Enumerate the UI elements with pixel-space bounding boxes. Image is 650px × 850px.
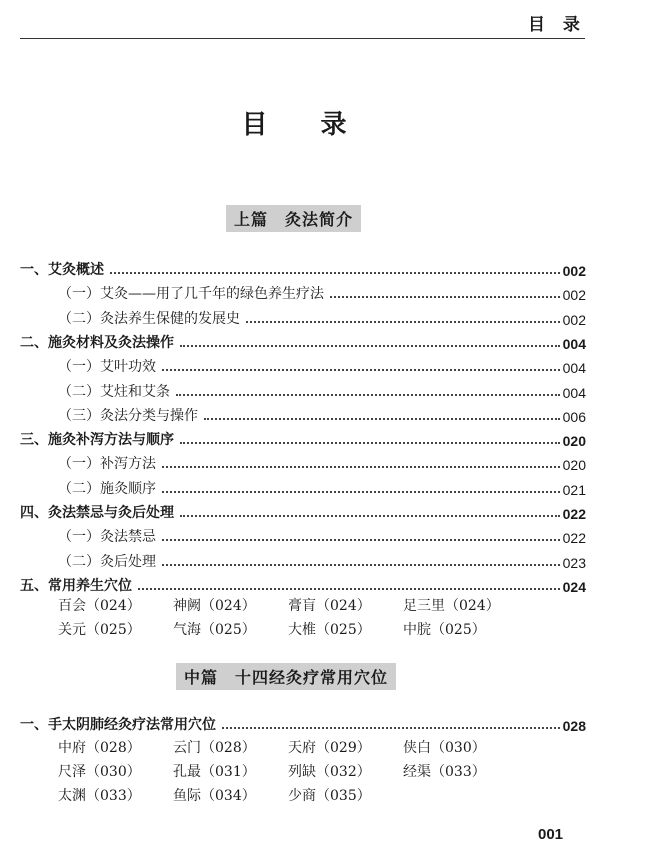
acupoint-entry[interactable]: 百会（024）: [58, 598, 141, 614]
acupoint-entry[interactable]: 少商（035）: [288, 788, 371, 805]
toc-entry[interactable]: [20, 500, 586, 522]
toc-entry[interactable]: [20, 403, 586, 425]
toc-entry-title: 一、手太阴肺经灸疗法常用穴位: [20, 717, 216, 733]
toc-entry[interactable]: [20, 476, 586, 498]
acupoint-entry[interactable]: 关元（025）: [58, 622, 141, 639]
toc-entry-page: 024: [562, 578, 586, 595]
toc-entry-title: （三）灸法分类与操作: [58, 407, 198, 424]
acupoint-row: [58, 785, 403, 807]
toc-entry-title: 五、常用养生穴位: [20, 577, 132, 594]
acupoint-entry[interactable]: 太渊（033）: [58, 788, 141, 805]
toc-entry-page: 002: [562, 263, 586, 279]
toc-entry-title: （一）艾叶功效: [58, 359, 156, 376]
toc-entry[interactable]: [20, 427, 586, 449]
dot-leader: [162, 539, 560, 541]
toc-entry-title: 二、施灸材料及灸法操作: [20, 334, 174, 351]
dot-leader: [162, 466, 560, 468]
toc-entry[interactable]: [20, 257, 586, 279]
acupoint-entry[interactable]: 中脘（025）: [403, 622, 486, 639]
acupoint-entry[interactable]: 鱼际（034）: [173, 788, 256, 805]
acupoint-row: [58, 761, 518, 783]
toc-entry[interactable]: [20, 451, 586, 473]
toc-entry-title: （一）灸法禁忌: [58, 529, 156, 546]
toc-entry-page: 002: [562, 311, 586, 328]
toc-entry-title: （二）施灸顺序: [58, 480, 156, 497]
acupoint-entry[interactable]: 中府（028）: [58, 740, 141, 756]
dot-leader: [330, 296, 560, 298]
toc-entry[interactable]: [20, 330, 586, 352]
toc-entry-page: 020: [562, 433, 586, 450]
page-header-label: 目 录: [528, 15, 586, 35]
toc-entry[interactable]: [20, 712, 586, 734]
toc-entry-page: 004: [562, 360, 586, 377]
acupoint-entry[interactable]: 天府（029）: [288, 740, 371, 756]
toc-entry[interactable]: [20, 354, 586, 376]
dot-leader: [222, 727, 560, 729]
dot-leader: [162, 564, 560, 566]
toc-entry-page: 022: [562, 506, 586, 522]
acupoint-entry[interactable]: 膏肓（024）: [288, 598, 371, 614]
acupoint-entry[interactable]: 侠白（030）: [403, 740, 486, 756]
acupoint-entry[interactable]: 大椎（025）: [288, 622, 371, 639]
toc-entry-page: 004: [562, 335, 586, 352]
toc-entry-page: 028: [562, 718, 586, 734]
toc-entry-page: 002: [562, 287, 586, 304]
toc-entry[interactable]: [20, 549, 586, 571]
toc-entry-title: （二）灸法养生保健的发展史: [58, 310, 240, 327]
toc-entry-page: 020: [562, 457, 586, 474]
page-number: 001: [538, 826, 564, 843]
toc-entry-title: 三、施灸补泻方法与顺序: [20, 432, 174, 449]
toc-entry-title: 四、灸法禁忌与灸后处理: [20, 505, 174, 521]
acupoint-entry[interactable]: 神阙（024）: [173, 598, 256, 614]
dot-leader: [176, 394, 560, 396]
section-banner-part2: 中篇 十四经灸疗常用穴位: [176, 663, 396, 690]
dot-leader: [162, 491, 560, 493]
toc-entry[interactable]: [20, 573, 586, 595]
toc-entry-title: （一）艾灸——用了几千年的绿色养生疗法: [58, 286, 324, 303]
dot-leader: [180, 515, 560, 517]
dot-leader: [246, 321, 560, 323]
dot-leader: [180, 442, 560, 444]
toc-entry-page: 021: [562, 481, 586, 498]
toc-entry[interactable]: [20, 524, 586, 546]
toc-entry[interactable]: [20, 306, 586, 328]
section-banner-part1: 上篇 灸法简介: [226, 205, 361, 232]
toc-entry-page: 023: [562, 554, 586, 571]
header-rule: [20, 38, 585, 39]
toc-entry-page: 004: [562, 384, 586, 401]
dot-leader: [180, 345, 560, 347]
dot-leader: [110, 272, 560, 274]
acupoint-entry[interactable]: 孔最（031）: [173, 764, 256, 781]
acupoint-entry[interactable]: 云门（028）: [173, 740, 256, 756]
dot-leader: [162, 369, 560, 371]
acupoint-entry[interactable]: 足三里（024）: [403, 598, 500, 614]
toc-entry-title: 一、艾灸概述: [20, 262, 104, 278]
toc-entry[interactable]: [20, 281, 586, 303]
acupoint-entry[interactable]: 列缺（032）: [288, 764, 371, 781]
acupoint-row: [58, 619, 518, 641]
dot-leader: [204, 418, 560, 420]
toc-entry-title: （一）补泻方法: [58, 456, 156, 473]
acupoint-entry[interactable]: 气海（025）: [173, 622, 256, 639]
acupoint-row: [58, 595, 518, 617]
acupoint-row: [58, 737, 518, 759]
toc-entry-title: （二）灸后处理: [58, 553, 156, 570]
acupoint-entry[interactable]: 经渠（033）: [403, 764, 486, 781]
page-title: 目 录: [241, 110, 369, 140]
toc-entry-page: 006: [562, 408, 586, 425]
acupoint-entry[interactable]: 尺泽（030）: [58, 764, 141, 781]
dot-leader: [138, 588, 560, 590]
toc-entry[interactable]: [20, 379, 586, 401]
toc-entry-title: （二）艾炷和艾条: [58, 383, 170, 400]
toc-entry-page: 022: [562, 530, 586, 547]
